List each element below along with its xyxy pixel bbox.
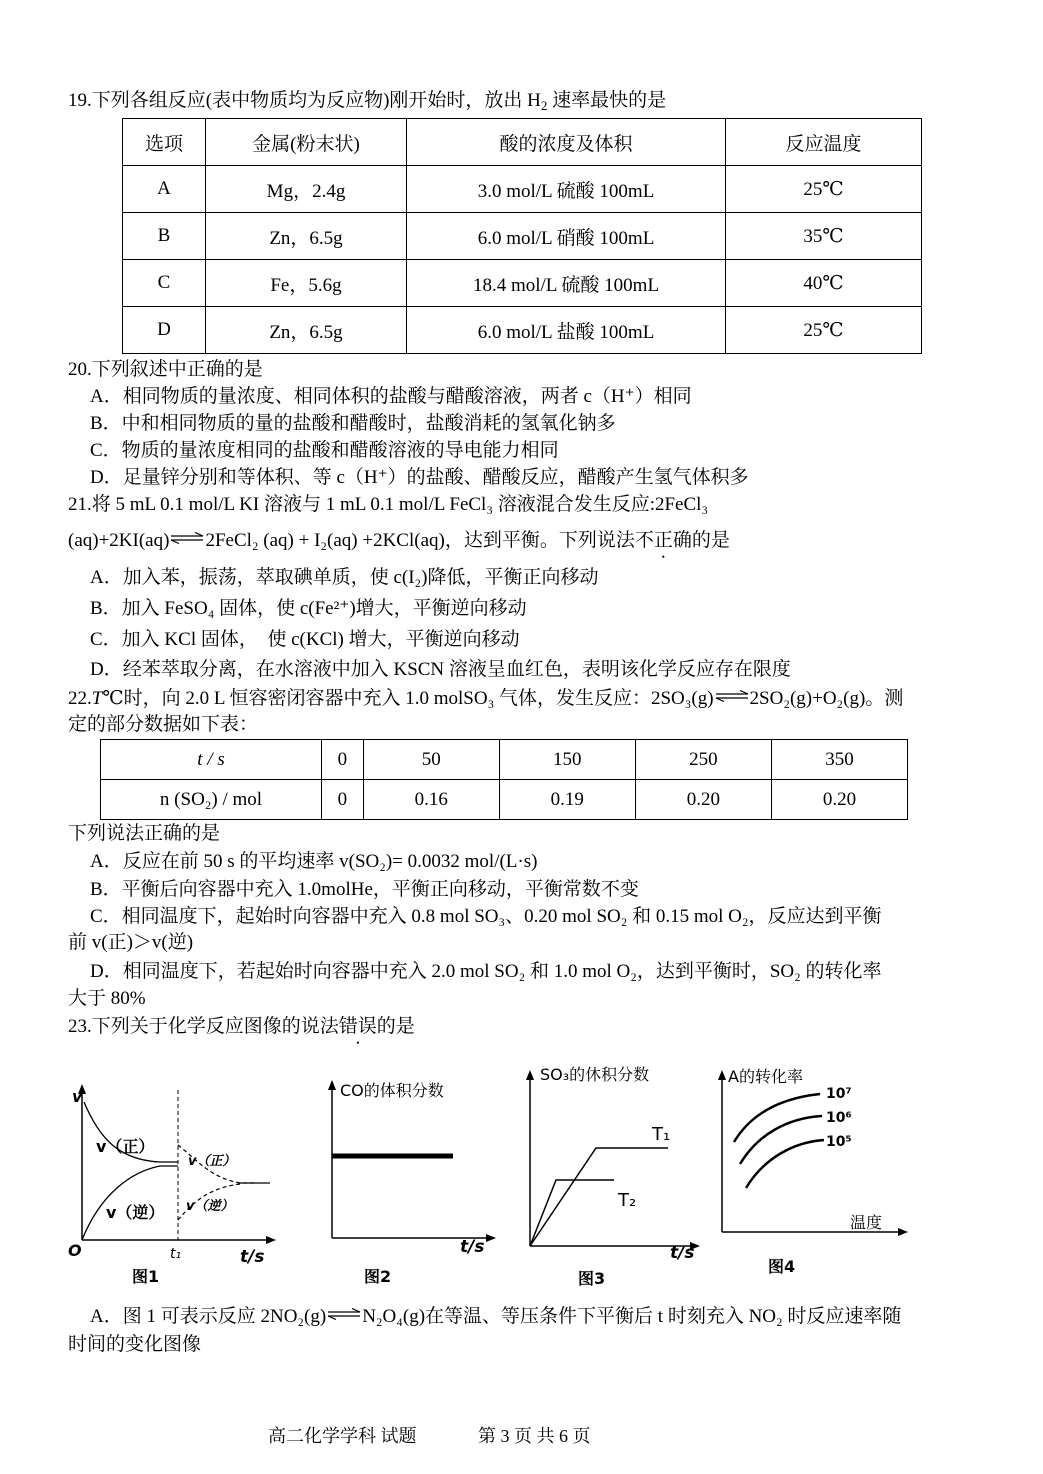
fig3-caption: 图3: [578, 1269, 606, 1286]
fig3-T2-label: T₂: [618, 1190, 637, 1211]
fig1-rev2-label: v（逆）: [186, 1199, 234, 1214]
q22-stem-line1: 22.T℃时，向 2.0 L 恒容密闭容器中充入 1.0 molSO₃ 气体，发生反应：2SO₃(g) 2SO₂(g)+O₂(g)。测: [68, 688, 904, 709]
q20-option-a: A．相同物质的量浓度、相同体积的盐酸与醋酸溶液，两者 c（H⁺）相同: [90, 386, 692, 407]
fig4-p2-label: 10⁶: [826, 1110, 852, 1126]
fig1-origin: O: [68, 1241, 82, 1260]
q22-option-d-line2: 大于 80%: [68, 988, 146, 1009]
table-cell: Fe，5.6g: [206, 260, 407, 307]
table-header-row: [123, 119, 922, 166]
equilibrium-arrow-icon: [326, 1308, 362, 1320]
figure-3: [514, 1062, 704, 1286]
table-cell: 0.16: [363, 780, 499, 820]
table-cell: 0: [322, 740, 364, 780]
q19-table: [122, 118, 922, 354]
q22-option-b: B．平衡后向容器中充入 1.0molHe，平衡正向移动，平衡常数不变: [90, 879, 639, 900]
fig3-T2-curve: [530, 1180, 614, 1246]
figure-4: [712, 1062, 912, 1282]
table-cell: 0.20: [635, 780, 771, 820]
q20-stem: 20.下列叙述中正确的是: [68, 359, 263, 380]
fig4-curve-2: [740, 1116, 822, 1164]
q22-option-d-line1: D．相同温度下，若起始时向容器中充入 2.0 mol SO₂ 和 1.0 mol O₂，达到平衡时，SO₂ 的转化率: [90, 961, 882, 982]
arrow-up-icon: [526, 1070, 534, 1080]
equilibrium-arrow-icon: [169, 532, 205, 544]
q21-option-c: C．加入 KCl 固体， 使 c(KCl) 增大，平衡逆向移动: [90, 629, 520, 650]
col-header-acid: 酸的浓度及体积: [407, 119, 726, 166]
fig4-p1-label: 10⁷: [826, 1086, 852, 1102]
q19-stem: 19.下列各组反应(表中物质均为反应物)刚开始时，放出 $H_2$ 速率最快的是: [68, 90, 667, 113]
table-cell: B: [123, 213, 206, 260]
q20-option-b: B．中和相同物质的量的盐酸和醋酸时，盐酸消耗的氢氧化钠多: [90, 413, 616, 434]
table-cell: 0.19: [499, 780, 635, 820]
table-cell: 0: [322, 780, 364, 820]
table-cell: 40℃: [726, 260, 922, 307]
figure-2: [320, 1072, 500, 1284]
fig2-x-label: t/s: [460, 1237, 485, 1257]
row-label-nso2: n (SO₂) / mol: [101, 780, 322, 820]
fig4-x-label: 温度: [850, 1213, 883, 1232]
q22-stem-line2: 定的部分数据如下表：: [68, 714, 259, 735]
arrow-right-icon: [266, 1236, 276, 1244]
fig1-t1-label: t₁: [170, 1246, 182, 1262]
fig3-T1-label: T₁: [652, 1124, 671, 1145]
table-cell: C: [123, 260, 206, 307]
arrow-right-icon: [486, 1234, 496, 1242]
fig1-y-label: v: [72, 1087, 83, 1106]
q22-option-a: A．反应在前 50 s 的平均速率 v(SO₂)= 0.0032 mol/(L·s): [90, 851, 538, 872]
table-cell: Zn，6.5g: [206, 307, 407, 354]
table-cell: 350: [771, 740, 907, 780]
table-cell: 6.0 mol/L 盐酸 100mL: [407, 307, 726, 354]
fig1-fwd-label: v（正）: [96, 1137, 155, 1156]
q20-option-d: D．足量锌分别和等体积、等 c（H⁺）的盐酸、醋酸反应，醋酸产生氢气体积多: [90, 467, 749, 488]
q22-after: 下列说法正确的是: [68, 823, 221, 844]
figure-1: [60, 1080, 280, 1290]
q21-stem-line1: 21.将 5 mL 0.1 mol/L KI 溶液与 1 mL 0.1 mol/L FeCl₃ 溶液混合发生反应:2FeCl₃: [68, 494, 709, 515]
fig1-rev-label: v（逆）: [106, 1203, 165, 1222]
table-cell: 50: [363, 740, 499, 780]
table-cell: 18.4 mol/L 硫酸 100mL: [407, 260, 726, 307]
q21-stem-line2: (aq)+2KI(aq) 2FeCl₂ (aq) + I₂(aq) +2KCl(aq)，达到平衡。下列说法不正确的是: [68, 530, 730, 551]
footer-page-number: 第 3 页 共 6 页: [478, 1426, 591, 1446]
fig4-y-label: A的转化率: [728, 1067, 803, 1086]
emphasis-not-correct: 不正确: [634, 530, 692, 551]
fig1-x-label: t/s: [240, 1247, 265, 1267]
table-row: [123, 260, 922, 307]
table-cell: D: [123, 307, 206, 354]
col-header-option: 选项: [123, 119, 206, 166]
fig2-caption: 图2: [364, 1267, 392, 1284]
table-row: [101, 780, 908, 820]
row-label-time: t / s: [101, 740, 322, 780]
arrow-up-icon: [718, 1070, 726, 1080]
col-header-temp: 反应温度: [726, 119, 922, 166]
q22-table: [100, 739, 908, 820]
table-cell: A: [123, 166, 206, 213]
q23-stem: 23.下列关于化学反应图像的说法错误的是: [68, 1016, 415, 1037]
fig3-T1-curve: [530, 1148, 668, 1246]
table-cell: 35℃: [726, 213, 922, 260]
emphasis-wrong: 错误: [338, 1016, 377, 1037]
q21-option-d: D．经苯萃取分离，在水溶液中加入 KSCN 溶液呈血红色，表明该化学反应存在限度: [90, 659, 791, 680]
equilibrium-arrow-icon: [714, 690, 750, 702]
arrow-up-icon: [328, 1080, 336, 1090]
col-header-metal: 金属(粉末状): [206, 119, 407, 166]
table-cell: 3.0 mol/L 硫酸 100mL: [407, 166, 726, 213]
q21-option-a: A．加入苯，振荡，萃取碘单质，使 c(I₂)降低，平衡正向移动: [90, 567, 599, 588]
table-cell: 25℃: [726, 307, 922, 354]
table-row: [123, 307, 922, 354]
q20-option-c: C．物质的量浓度相同的盐酸和醋酸溶液的导电能力相同: [90, 440, 559, 461]
fig2-y-label: CO的体积分数: [340, 1081, 444, 1100]
q21-option-b: B．加入 FeSO₄ 固体，使 c(Fe²⁺)增大，平衡逆向移动: [90, 598, 527, 619]
arrow-right-icon: [898, 1228, 908, 1236]
table-cell: 150: [499, 740, 635, 780]
fig3-x-label: t/s: [670, 1243, 695, 1263]
q22-option-c-line2: 前 v(正)＞v(逆): [68, 932, 194, 953]
fig4-curve-3: [746, 1140, 824, 1188]
fig1-fwd2-label: v（正）: [188, 1154, 236, 1169]
table-row: [123, 166, 922, 213]
table-cell: 0.20: [771, 780, 907, 820]
q23-option-a-line2: 时间的变化图像: [68, 1334, 202, 1355]
q22-option-c-line1: C．相同温度下，起始时向容器中充入 0.8 mol SO₃、0.20 mol SO₂ 和 0.15 mol O₂，反应达到平衡: [90, 906, 882, 927]
table-cell: Zn，6.5g: [206, 213, 407, 260]
q23-option-a-line1: A．图 1 可表示反应 2NO₂(g) N₂O₄(g)在等温、等压条件下平衡后 t 时刻充入 NO₂ 时反应速率随: [90, 1306, 902, 1327]
table-cell: 25℃: [726, 166, 922, 213]
table-cell: Mg，2.4g: [206, 166, 407, 213]
table-cell: 6.0 mol/L 硝酸 100mL: [407, 213, 726, 260]
fig4-p3-label: 10⁵: [826, 1134, 852, 1150]
table-row: [123, 213, 922, 260]
fig1-caption: 图1: [132, 1267, 160, 1286]
fig4-caption: 图4: [768, 1257, 796, 1276]
footer-subject: 高二化学学科 试题: [268, 1426, 417, 1446]
fig3-y-label: SO₃的休积分数: [540, 1065, 650, 1084]
table-row: [101, 740, 908, 780]
table-cell: 250: [635, 740, 771, 780]
